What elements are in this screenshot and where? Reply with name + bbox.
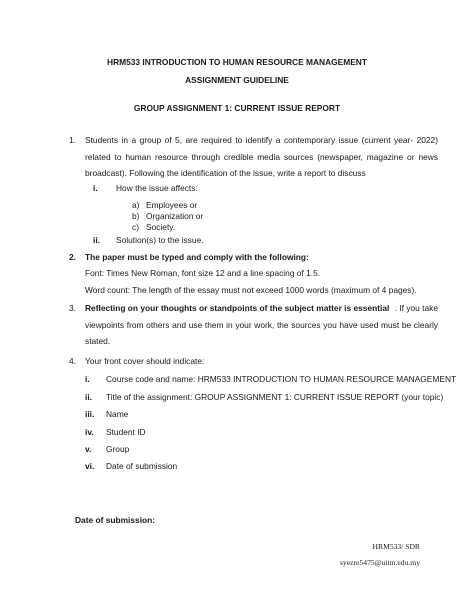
item-1-b-number: b) <box>132 211 140 221</box>
item-2-number: 2. <box>69 252 76 262</box>
item-4-list-text: Title of the assignment: GROUP ASSIGNMENT 1: CURRENT ISSUE REPORT (your topic) <box>106 392 444 402</box>
item-3-bold-text: Reflecting on your thoughts or standpoints of the subject matter is essential <box>85 303 390 313</box>
item-3-line-3: stated. <box>85 336 111 346</box>
item-2-font: Font: Times New Roman, font size 12 and a line spacing of 1.5. <box>85 268 321 278</box>
item-1-c-number: c) <box>132 222 139 232</box>
footer-email: syezre5475@uitm.edu.my <box>340 558 420 567</box>
item-1-line-2: related to human resource through credible media sources (newspaper, magazine or news <box>85 152 438 162</box>
item-4-list-number: iii. <box>85 409 95 419</box>
item-4-list-number: ii. <box>85 392 92 402</box>
item-4-list-number: vi. <box>85 461 95 471</box>
item-1-sub-i-number: i. <box>93 183 98 193</box>
item-1-b-text: Organization or <box>146 211 204 221</box>
item-3-rest-text: . If you take <box>394 303 438 313</box>
item-1-number: 1. <box>69 135 76 145</box>
item-1-a-number: a) <box>132 200 140 210</box>
item-1-sub-ii-number: ii. <box>93 235 100 245</box>
item-2-word-count: Word count: The length of the essay must not exceed 1000 words (maximum of 4 pages). <box>85 285 417 295</box>
item-4-list-text: Course code and name: HRM533 INTRODUCTION TO HUMAN RESOURCE MANAGEMENT <box>106 374 457 384</box>
item-4-list-number: v. <box>85 444 92 454</box>
footer-code: HRM533/ SDR <box>372 542 420 551</box>
item-4-list-text: Group <box>106 444 130 454</box>
item-4-list-text: Name <box>106 409 129 419</box>
item-3-line-2: viewpoints from others and use them in your work, the sources you have used must be clearly <box>85 320 438 330</box>
item-4-number: 4. <box>69 356 76 366</box>
item-4-list-text: Date of submission <box>106 461 178 471</box>
item-1-sub-i-text: How the issue affects: <box>116 183 198 193</box>
item-4-list-text: Student ID <box>106 427 146 437</box>
item-4-list-number: iv. <box>85 427 94 437</box>
guideline-title: ASSIGNMENT GUIDELINE <box>185 75 289 85</box>
item-1-c-text: Society. <box>146 222 176 232</box>
course-title: HRM533 INTRODUCTION TO HUMAN RESOURCE MANAGEMENT <box>107 57 367 67</box>
item-1-sub-ii-text: Solution(s) to the issue. <box>116 235 204 245</box>
item-3-line-1 <box>85 303 438 313</box>
assignment-title: GROUP ASSIGNMENT 1: CURRENT ISSUE REPORT <box>133 103 341 113</box>
item-3-number: 3. <box>69 303 76 313</box>
item-1-line-1: Students in a group of 5, are required to identify a contemporary issue (current year- 2022) <box>85 135 438 145</box>
item-4-intro: Your front cover should indicate: <box>85 356 205 366</box>
item-4-list-number: i. <box>85 374 90 384</box>
item-1-line-3: broadcast). Following the identification of the issue, write a report to discuss <box>85 168 366 178</box>
item-1-a-text: Employees or <box>146 200 198 210</box>
item-2-heading: The paper must be typed and comply with the following: <box>85 252 309 262</box>
date-of-submission-label: Date of submission: <box>75 515 156 525</box>
